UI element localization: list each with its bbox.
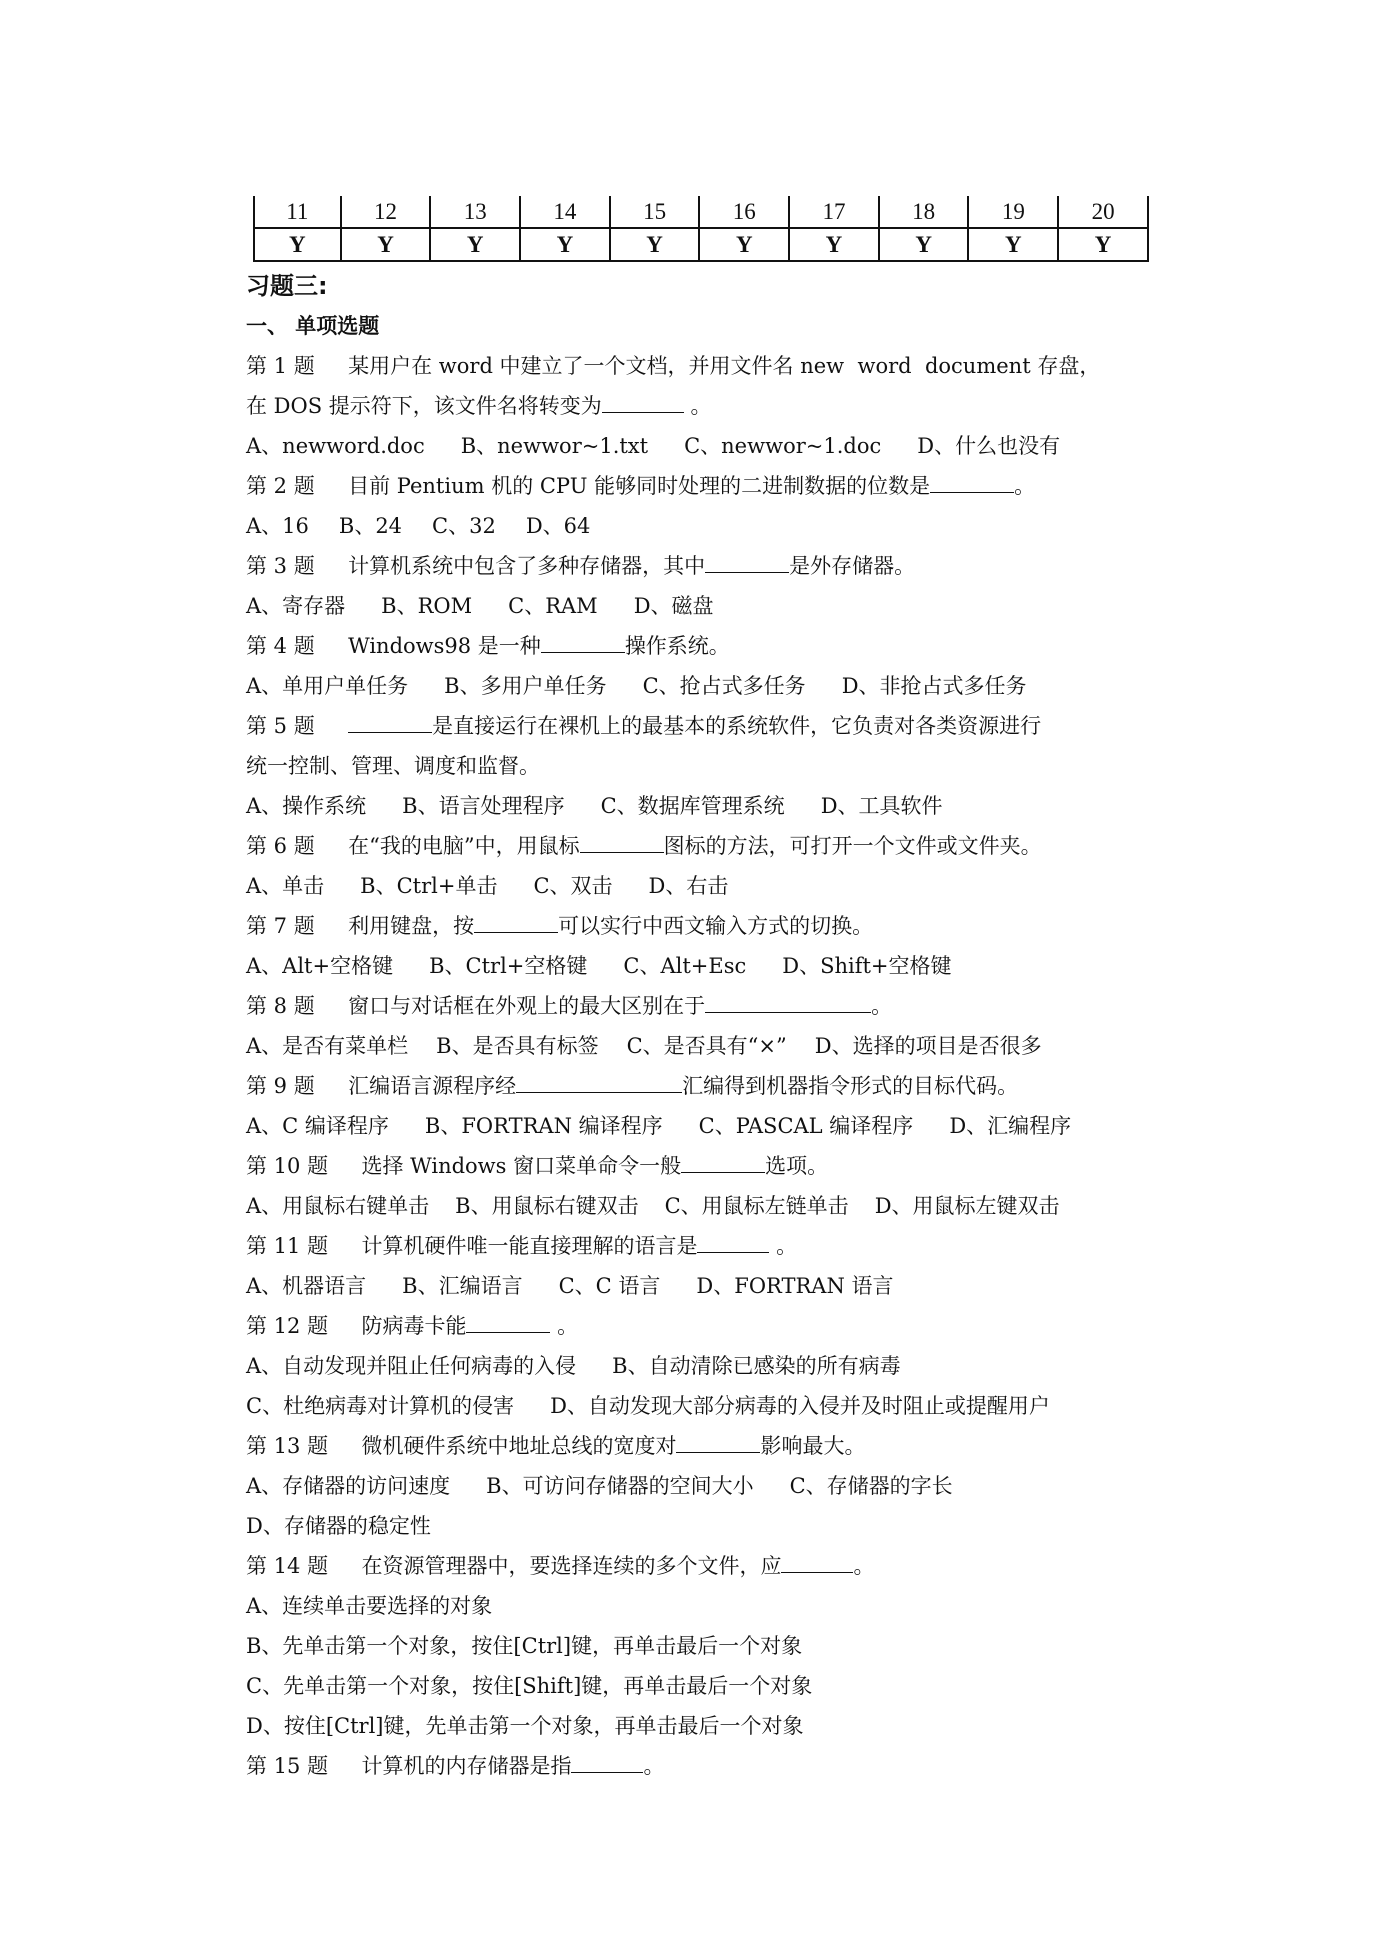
question-11-options bbox=[246, 1266, 1166, 1306]
answer-number-cell: 17 bbox=[789, 196, 879, 228]
answer-blank bbox=[466, 1310, 550, 1333]
answer-number-cell: 11 bbox=[254, 196, 341, 228]
option-d: D、存储器的稳定性 bbox=[246, 1514, 431, 1538]
question-text: 影响最大。 bbox=[760, 1434, 866, 1458]
option-d: D、选择的项目是否很多 bbox=[814, 1034, 1042, 1058]
question-text: 窗口与对话框在外观上的最大区别在于 bbox=[348, 994, 706, 1018]
question-1-continuation bbox=[246, 386, 1166, 426]
answer-blank bbox=[580, 830, 664, 853]
question-7 bbox=[246, 906, 1166, 946]
answer-value-cell: Y bbox=[789, 228, 879, 261]
option-c: C、先单击第一个对象，按住[Shift]键，再单击最后一个对象 bbox=[246, 1674, 813, 1698]
option-d: D、非抢占式多任务 bbox=[841, 674, 1027, 698]
question-5 bbox=[246, 706, 1166, 746]
option-b: B、汇编语言 bbox=[402, 1274, 523, 1298]
answer-number-cell: 20 bbox=[1058, 196, 1148, 228]
option-b: B、Ctrl+空格键 bbox=[429, 954, 588, 978]
question-11 bbox=[246, 1226, 1166, 1266]
question-label: 第 5 题 bbox=[246, 714, 315, 738]
option-a: A、是否有菜单栏 bbox=[246, 1034, 409, 1058]
question-9 bbox=[246, 1066, 1166, 1106]
answer-blank bbox=[348, 710, 432, 733]
answer-number-cell: 15 bbox=[610, 196, 700, 228]
question-4 bbox=[246, 626, 1166, 666]
section-title: 一、 单项选题 bbox=[246, 314, 380, 338]
question-text: 。 bbox=[769, 1234, 798, 1258]
question-1-options bbox=[246, 426, 1166, 466]
option-b: B、用鼠标右键双击 bbox=[455, 1194, 639, 1218]
option-c: C、是否具有“×” bbox=[626, 1034, 787, 1058]
answer-value-cell: Y bbox=[879, 228, 969, 261]
answer-blank bbox=[602, 390, 684, 413]
answer-table bbox=[253, 196, 1149, 262]
option-a: A、操作系统 bbox=[246, 794, 367, 818]
answer-number-cell: 13 bbox=[430, 196, 520, 228]
answer-blank bbox=[681, 1150, 765, 1173]
question-text: 计算机的内存储器是指 bbox=[361, 1754, 572, 1778]
question-14-option-c bbox=[246, 1666, 1166, 1706]
option-a: A、自动发现并阻止任何病毒的入侵 bbox=[246, 1354, 577, 1378]
option-c: C、Alt+Esc bbox=[623, 954, 747, 978]
question-text: 。 bbox=[643, 1754, 665, 1778]
option-c: C、数据库管理系统 bbox=[600, 794, 785, 818]
answer-blank bbox=[516, 1070, 682, 1093]
option-a: A、寄存器 bbox=[246, 594, 346, 618]
question-4-options bbox=[246, 666, 1166, 706]
answer-value-cell: Y bbox=[254, 228, 341, 261]
option-d: D、按住[Ctrl]键，先单击第一个对象，再单击最后一个对象 bbox=[246, 1714, 804, 1738]
question-label: 第 12 题 bbox=[246, 1314, 329, 1338]
option-b: B、Ctrl+单击 bbox=[360, 874, 498, 898]
option-d: D、什么也没有 bbox=[917, 434, 1061, 458]
document-page bbox=[246, 196, 1166, 1786]
answer-blank bbox=[474, 910, 558, 933]
question-text: 。 bbox=[853, 1554, 875, 1578]
question-13-options-1 bbox=[246, 1466, 1166, 1506]
answer-value-cell: Y bbox=[968, 228, 1058, 261]
option-a: A、机器语言 bbox=[246, 1274, 367, 1298]
option-b: B、先单击第一个对象，按住[Ctrl]键，再单击最后一个对象 bbox=[246, 1634, 803, 1658]
option-d: D、右击 bbox=[648, 874, 729, 898]
answer-number-cell: 16 bbox=[699, 196, 789, 228]
question-text: 操作系统。 bbox=[624, 634, 730, 658]
answer-blank bbox=[697, 1230, 769, 1253]
question-text: 某用户在 word 中建立了一个文档，并用文件名 new word document 存盘， bbox=[348, 354, 1101, 378]
question-13 bbox=[246, 1426, 1166, 1466]
question-text: 在“我的电脑”中，用鼠标 bbox=[348, 834, 580, 858]
option-d: D、FORTRAN 语言 bbox=[696, 1274, 894, 1298]
answer-value-cell: Y bbox=[1058, 228, 1148, 261]
option-b: B、newwor~1.txt bbox=[460, 434, 649, 458]
question-label: 第 2 题 bbox=[246, 474, 315, 498]
option-c: C、杜绝病毒对计算机的侵害 bbox=[246, 1394, 515, 1418]
question-label: 第 7 题 bbox=[246, 914, 315, 938]
question-text: 。 bbox=[871, 994, 893, 1018]
question-8 bbox=[246, 986, 1166, 1026]
question-text: 防病毒卡能 bbox=[361, 1314, 467, 1338]
answer-blank bbox=[705, 550, 789, 573]
question-6 bbox=[246, 826, 1166, 866]
question-14-option-b bbox=[246, 1626, 1166, 1666]
question-text: 计算机硬件唯一能直接理解的语言是 bbox=[361, 1234, 698, 1258]
question-text: 。 bbox=[1014, 474, 1036, 498]
option-a: A、newword.doc bbox=[246, 434, 425, 458]
answer-blank bbox=[541, 630, 625, 653]
option-d: D、磁盘 bbox=[633, 594, 714, 618]
question-text: 微机硬件系统中地址总线的宽度对 bbox=[361, 1434, 677, 1458]
question-12-options-2 bbox=[246, 1386, 1166, 1426]
option-b: B、FORTRAN 编译程序 bbox=[424, 1114, 663, 1138]
question-text: 在资源管理器中，要选择连续的多个文件，应 bbox=[361, 1554, 782, 1578]
option-a: A、用鼠标右键单击 bbox=[246, 1194, 430, 1218]
option-c: C、PASCAL 编译程序 bbox=[698, 1114, 914, 1138]
option-a: A、16 bbox=[246, 514, 309, 538]
question-7-options bbox=[246, 946, 1166, 986]
option-d: D、工具软件 bbox=[820, 794, 943, 818]
question-label: 第 4 题 bbox=[246, 634, 315, 658]
answer-value-cell: Y bbox=[699, 228, 789, 261]
option-c: C、双击 bbox=[533, 874, 613, 898]
question-text: Windows98 是一种 bbox=[348, 634, 541, 658]
option-c: C、用鼠标左链单击 bbox=[664, 1194, 849, 1218]
question-text: 统一控制、管理、调度和监督。 bbox=[246, 754, 540, 778]
option-b: B、ROM bbox=[381, 594, 473, 618]
answer-value-cell: Y bbox=[520, 228, 610, 261]
question-3 bbox=[246, 546, 1166, 586]
option-c: C、C 语言 bbox=[558, 1274, 661, 1298]
option-d: D、64 bbox=[525, 514, 591, 538]
answer-value-cell: Y bbox=[430, 228, 520, 261]
question-text: 选项。 bbox=[765, 1154, 829, 1178]
question-label: 第 6 题 bbox=[246, 834, 315, 858]
answer-value-cell: Y bbox=[341, 228, 431, 261]
question-1 bbox=[246, 346, 1166, 386]
question-text: 利用键盘，按 bbox=[348, 914, 475, 938]
answer-number-cell: 19 bbox=[968, 196, 1058, 228]
option-a: A、Alt+空格键 bbox=[246, 954, 394, 978]
question-label: 第 13 题 bbox=[246, 1434, 329, 1458]
option-c: C、抢占式多任务 bbox=[642, 674, 806, 698]
question-10 bbox=[246, 1146, 1166, 1186]
answer-number-cell: 12 bbox=[341, 196, 431, 228]
exercise-title: 习题三: bbox=[246, 272, 328, 300]
question-3-options bbox=[246, 586, 1166, 626]
answer-blank bbox=[781, 1550, 853, 1573]
option-a: A、C 编译程序 bbox=[246, 1114, 389, 1138]
option-c: C、newwor~1.doc bbox=[684, 434, 882, 458]
question-label: 第 14 题 bbox=[246, 1554, 329, 1578]
question-label: 第 11 题 bbox=[246, 1234, 329, 1258]
question-text: 。 bbox=[550, 1314, 579, 1338]
question-text: 汇编得到机器指令形式的目标代码。 bbox=[682, 1074, 1019, 1098]
question-label: 第 8 题 bbox=[246, 994, 315, 1018]
question-5-options bbox=[246, 786, 1166, 826]
option-c: C、32 bbox=[432, 514, 496, 538]
option-a: A、单击 bbox=[246, 874, 325, 898]
question-8-options bbox=[246, 1026, 1166, 1066]
question-text: 在 DOS 提示符下，该文件名将转变为 bbox=[246, 394, 602, 418]
answer-table-number-row bbox=[254, 196, 1148, 228]
question-13-options-2 bbox=[246, 1506, 1166, 1546]
option-d: D、Shift+空格键 bbox=[782, 954, 952, 978]
option-d: D、用鼠标左键双击 bbox=[874, 1194, 1060, 1218]
question-5-continuation bbox=[246, 746, 1166, 786]
question-2 bbox=[246, 466, 1166, 506]
question-14 bbox=[246, 1546, 1166, 1586]
answer-blank bbox=[676, 1430, 760, 1453]
option-a: A、存储器的访问速度 bbox=[246, 1474, 451, 1498]
option-a: A、单用户单任务 bbox=[246, 674, 409, 698]
option-b: B、是否具有标签 bbox=[436, 1034, 599, 1058]
option-d: D、自动发现大部分病毒的入侵并及时阻止或提醒用户 bbox=[550, 1394, 1050, 1418]
answer-blank bbox=[930, 470, 1014, 493]
question-text: 。 bbox=[683, 394, 712, 418]
option-c: C、RAM bbox=[508, 594, 598, 618]
question-text: 是直接运行在裸机上的最基本的系统软件，它负责对各类资源进行 bbox=[432, 714, 1042, 738]
option-b: B、多用户单任务 bbox=[444, 674, 607, 698]
question-label: 第 10 题 bbox=[246, 1154, 329, 1178]
answer-blank bbox=[705, 990, 871, 1013]
option-b: B、语言处理程序 bbox=[402, 794, 565, 818]
option-d: D、汇编程序 bbox=[949, 1114, 1072, 1138]
question-10-options bbox=[246, 1186, 1166, 1226]
question-text: 选择 Windows 窗口菜单命令一般 bbox=[361, 1154, 682, 1178]
question-2-options bbox=[246, 506, 1166, 546]
question-6-options bbox=[246, 866, 1166, 906]
question-text: 图标的方法，可打开一个文件或文件夹。 bbox=[663, 834, 1042, 858]
option-a: A、连续单击要选择的对象 bbox=[246, 1594, 493, 1618]
option-c: C、存储器的字长 bbox=[789, 1474, 953, 1498]
question-label: 第 3 题 bbox=[246, 554, 315, 578]
answer-number-cell: 18 bbox=[879, 196, 969, 228]
question-9-options bbox=[246, 1106, 1166, 1146]
answer-blank bbox=[571, 1750, 643, 1773]
question-text: 目前 Pentium 机的 CPU 能够同时处理的二进制数据的位数是 bbox=[348, 474, 931, 498]
question-text: 是外存储器。 bbox=[789, 554, 916, 578]
option-b: B、自动清除已感染的所有病毒 bbox=[612, 1354, 901, 1378]
question-label: 第 9 题 bbox=[246, 1074, 315, 1098]
question-15 bbox=[246, 1746, 1166, 1786]
question-12-options-1 bbox=[246, 1346, 1166, 1386]
answer-table-answer-row bbox=[254, 228, 1148, 261]
question-14-option-d bbox=[246, 1706, 1166, 1746]
question-label: 第 15 题 bbox=[246, 1754, 329, 1778]
question-12 bbox=[246, 1306, 1166, 1346]
answer-value-cell: Y bbox=[610, 228, 700, 261]
question-14-option-a bbox=[246, 1586, 1166, 1626]
question-text: 可以实行中西文输入方式的切换。 bbox=[558, 914, 874, 938]
question-text: 计算机系统中包含了多种存储器，其中 bbox=[348, 554, 706, 578]
question-label: 第 1 题 bbox=[246, 354, 315, 378]
answer-number-cell: 14 bbox=[520, 196, 610, 228]
option-b: B、可访问存储器的空间大小 bbox=[486, 1474, 754, 1498]
option-b: B、24 bbox=[338, 514, 403, 538]
question-text: 汇编语言源程序经 bbox=[348, 1074, 517, 1098]
